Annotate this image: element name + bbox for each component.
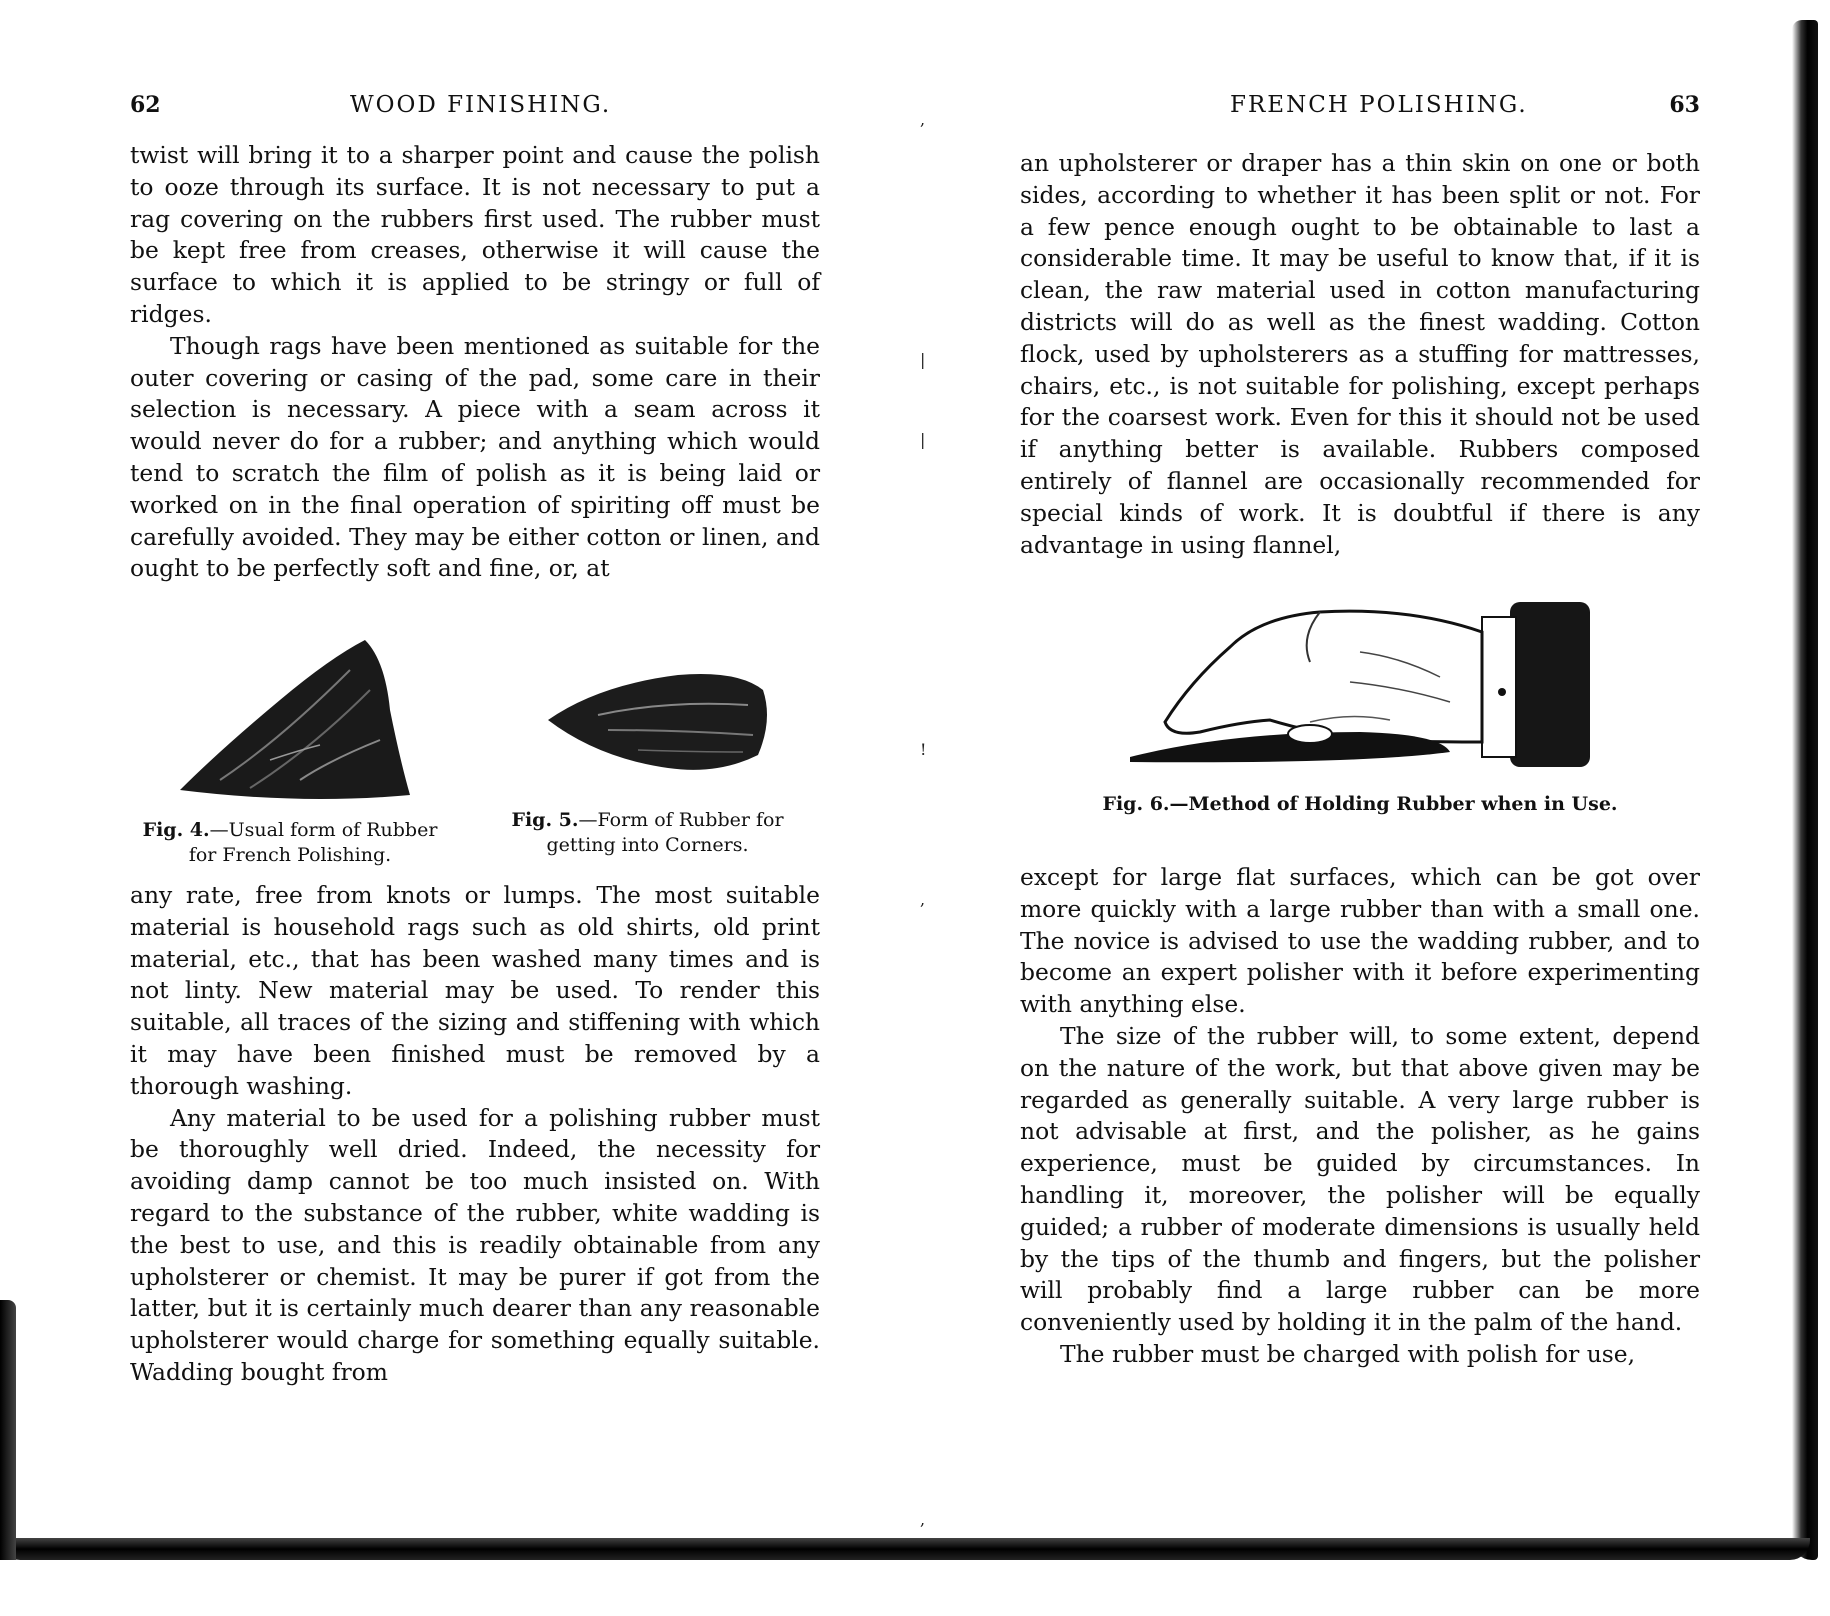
- right-page-number: 63: [1669, 92, 1700, 118]
- figure-5: [475, 630, 820, 858]
- figure-5-number: Fig. 5.: [511, 809, 579, 831]
- right-page: [1020, 0, 1700, 1560]
- hand-holding-rubber-illustration: [1110, 592, 1610, 782]
- left-text-top: [130, 140, 820, 585]
- left-running-title: WOOD FINISHING.: [350, 92, 612, 118]
- left-page-header: [130, 92, 820, 132]
- right-figures: [1020, 592, 1700, 832]
- figure-4-number: Fig. 4.: [142, 819, 210, 841]
- left-paragraph-2: Though rags have been mentioned as suitable for the outer covering or casing of the pad, some care in their selection is necessary. A piece with a seam across it would never do for a rubber; and anything which would tend to scratch the film of polish as it is being laid or worked on in the final operation of spiriting off must be carefully avoided. They may be either cotton or linen, and ought to be perfectly soft and fine, or, at: [130, 331, 820, 583]
- book-bottom-edge: [0, 1538, 1810, 1560]
- left-figures: [130, 630, 820, 870]
- left-text-bottom: [130, 880, 820, 1389]
- figure-4: [130, 630, 450, 868]
- figure-4-caption: [130, 818, 450, 868]
- right-text-top: [1020, 148, 1700, 561]
- figure-5-caption: [475, 808, 820, 858]
- left-paragraph-4: Any material to be used for a polishing rubber must be thoroughly well dried. Indeed, the necessity for avoiding damp cannot be too much insisted on. With regard to the substance of the rubber, white wadding is the best to use, and this is readily obtainable from any upholsterer or chemist. It may be purer if got from the latter, but it is certainly much dearer than any reasonable upholsterer would charge for something equally suitable. Wadding bought from: [130, 1103, 820, 1386]
- right-paragraph-4: The rubber must be charged with polish for use,: [1060, 1339, 1636, 1368]
- left-page: [130, 0, 820, 1560]
- gutter-speck: !: [920, 740, 927, 759]
- figure-6: [1080, 592, 1640, 817]
- rubber-triangle-illustration: [160, 630, 420, 810]
- right-running-title: FRENCH POLISHING.: [1230, 92, 1528, 118]
- book-right-edge: [1792, 20, 1818, 1560]
- figure-6-number: Fig. 6.: [1102, 793, 1170, 815]
- left-page-number: 62: [130, 92, 161, 118]
- book-left-edge: [0, 1300, 16, 1560]
- rubber-pointed-illustration: [518, 660, 778, 780]
- gutter-speck: ,: [920, 110, 926, 129]
- right-text-bottom: [1020, 862, 1700, 1371]
- right-paragraph-2: except for large flat surfaces, which can be got over more quickly with a large rubber than with a small one. The novice is advised to use the wadding rubber, and to become an expert polisher with it before experimenting with anything else.: [1020, 863, 1700, 1019]
- right-paragraph-3: The size of the rubber will, to some extent, depend on the nature of the work, but that above given may be regarded as generally suitable. A very large rubber is not advisable at first, and the polisher, as he gains experience, must be guided by circumstances. In handling it, moreover, the polisher will be equally guided; a rubber of moderate dimensions is usually held by the tips of the thumb and fingers, but the polisher will probably find a large rubber can be more conveniently used by holding it in the palm of the hand.: [1020, 1021, 1700, 1337]
- gutter-speck: |: [920, 350, 926, 369]
- right-paragraph-1: an upholsterer or draper has a thin skin on one or both sides, according to whether it has been split or not. For a few pence enough ought to be obtainable to last a considerable time. It may be useful to know that, if it is clean, the raw material used in cotton manufacturing districts will do as well as the finest wadding. Cotton flock, used by upholsterers as a stuffing for mattresses, chairs, etc., is not suitable for polishing, except perhaps for the coarsest work. Even for this it should not be used if anything better is available. Rubbers composed entirely of flannel are occasionally recommended for special kinds of work. It is doubtful if there is any advantage in using flannel,: [1020, 149, 1700, 559]
- figure-6-caption: [1080, 792, 1640, 817]
- gutter-speck: ,: [920, 890, 926, 909]
- gutter-speck: |: [920, 430, 926, 449]
- left-paragraph-3: any rate, free from knots or lumps. The most suitable material is household rags such as old shirts, old print material, etc., that has been washed many times and is not linty. New material may be used. To render this suitable, all traces of the sizing and stiffening with which it may have been finished must be removed by a thorough washing.: [130, 881, 820, 1100]
- gutter-speck: ,: [920, 1510, 926, 1529]
- figure-6-text: —Method of Holding Rubber when in Use.: [1169, 793, 1618, 815]
- figure-5-text: —Form of Rubber for getting into Corners.: [546, 809, 784, 856]
- figure-4-text: —Usual form of Rubber for French Polishing.: [188, 819, 438, 866]
- right-page-header: [1020, 92, 1700, 132]
- left-paragraph-1: twist will bring it to a sharper point and cause the polish to ooze through its surface. It is not necessary to put a rag covering on the rubbers first used. The rubber must be kept free from creases, otherwise it will cause the surface to which it is applied to be stringy or full of ridges.: [130, 141, 820, 328]
